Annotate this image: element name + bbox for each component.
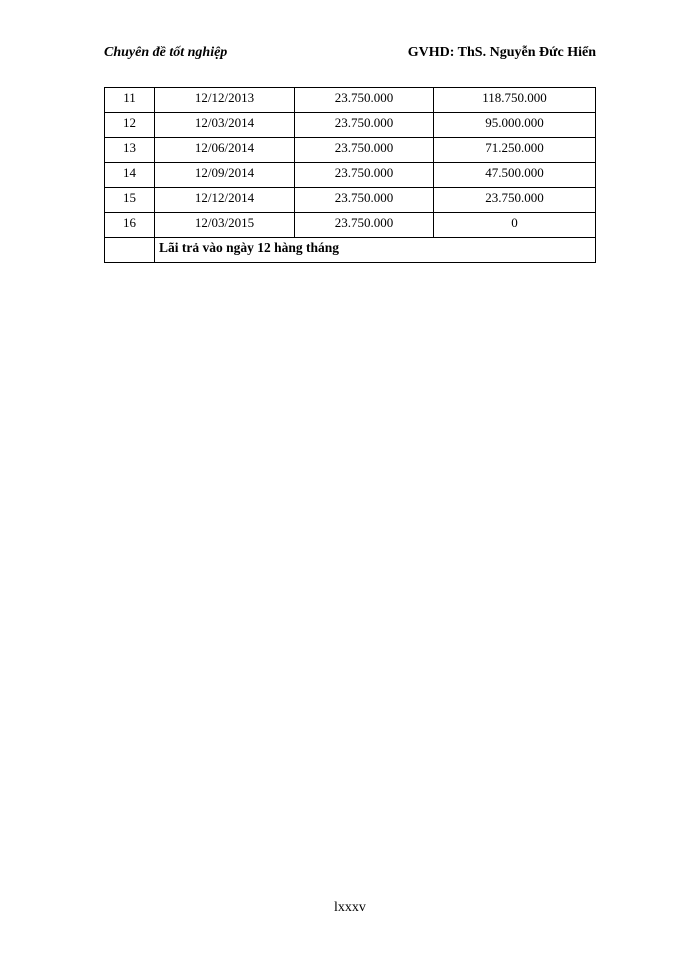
cell-balance: 0 xyxy=(434,213,596,238)
cell-date: 12/12/2014 xyxy=(155,188,295,213)
table-note-row xyxy=(105,238,596,263)
cell-payment: 23.750.000 xyxy=(295,88,434,113)
table-row xyxy=(105,113,596,138)
cell-balance: 118.750.000 xyxy=(434,88,596,113)
header-advisor: GVHD: ThS. Nguyễn Đức Hiển xyxy=(407,45,596,60)
table-row xyxy=(105,138,596,163)
cell-payment: 23.750.000 xyxy=(295,188,434,213)
cell-payment: 23.750.000 xyxy=(295,138,434,163)
cell-date: 12/06/2014 xyxy=(155,138,295,163)
interest-payment-note: Lãi trả vào ngày 12 hàng tháng xyxy=(155,238,596,263)
table-row xyxy=(105,188,596,213)
cell-empty xyxy=(105,238,155,263)
header-document-title: Chuyên đề tốt nghiệp xyxy=(104,45,228,60)
cell-balance: 47.500.000 xyxy=(434,163,596,188)
repayment-schedule-table xyxy=(104,87,596,263)
cell-date: 12/12/2013 xyxy=(155,88,295,113)
table-row xyxy=(105,163,596,188)
cell-balance: 95.000.000 xyxy=(434,113,596,138)
table-row xyxy=(105,88,596,113)
cell-period-no: 12 xyxy=(105,113,155,138)
cell-balance: 23.750.000 xyxy=(434,188,596,213)
cell-date: 12/03/2015 xyxy=(155,213,295,238)
cell-date: 12/03/2014 xyxy=(155,113,295,138)
page-number: lxxxv xyxy=(334,900,366,915)
cell-period-no: 14 xyxy=(105,163,155,188)
cell-period-no: 11 xyxy=(105,88,155,113)
cell-period-no: 15 xyxy=(105,188,155,213)
cell-balance: 71.250.000 xyxy=(434,138,596,163)
cell-period-no: 13 xyxy=(105,138,155,163)
cell-date: 12/09/2014 xyxy=(155,163,295,188)
cell-payment: 23.750.000 xyxy=(295,113,434,138)
cell-period-no: 16 xyxy=(105,213,155,238)
table-row xyxy=(105,213,596,238)
cell-payment: 23.750.000 xyxy=(295,213,434,238)
cell-payment: 23.750.000 xyxy=(295,163,434,188)
